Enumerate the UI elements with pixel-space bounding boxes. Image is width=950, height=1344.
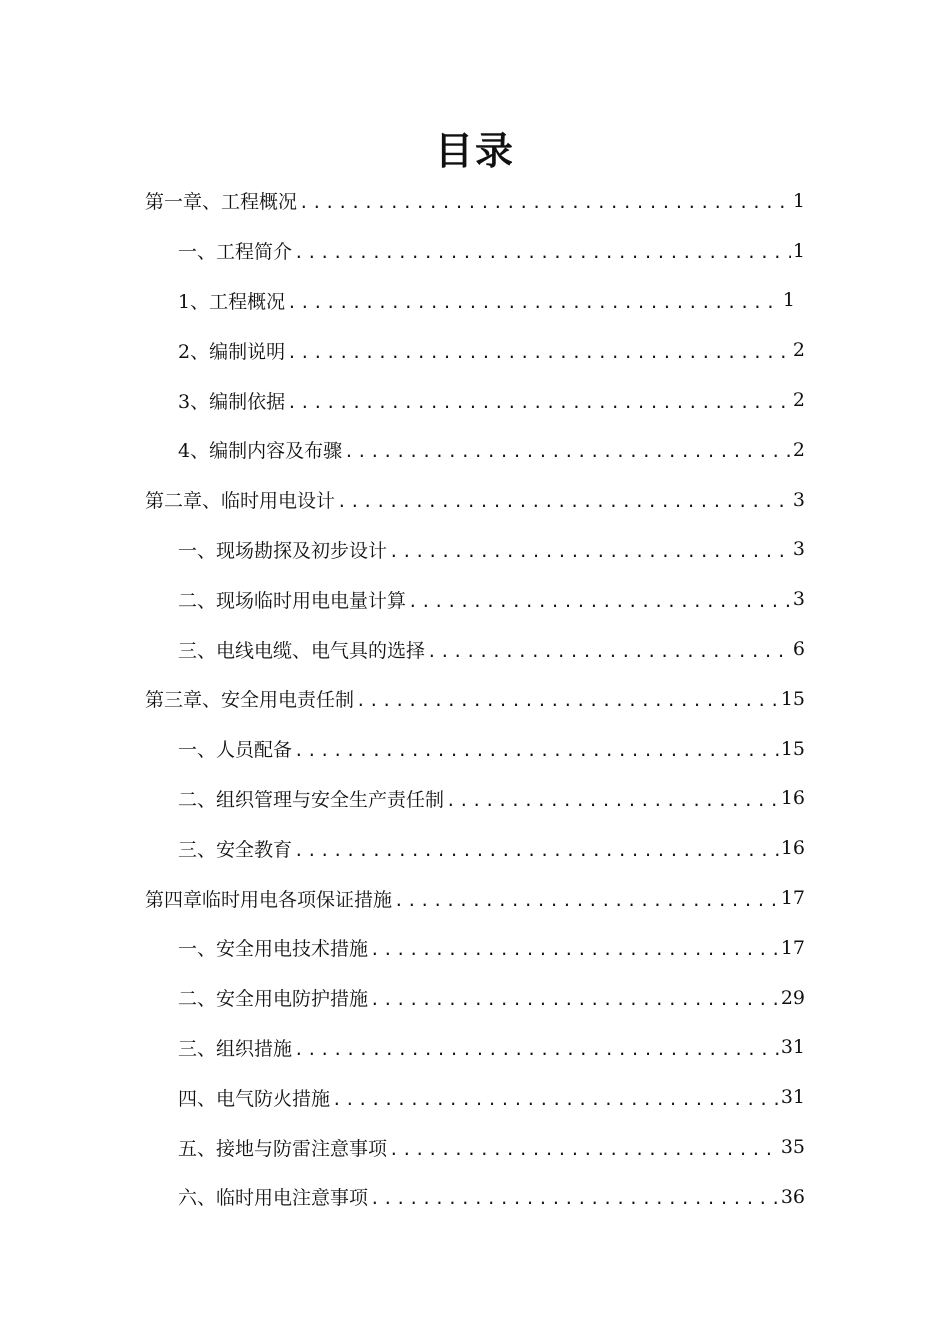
dot-leader (370, 990, 779, 1009)
toc-entry-label: 五、接地与防雷注意事项 (178, 1137, 388, 1160)
toc-entry-label: 3、编制依据 (178, 390, 286, 413)
toc-entry-label: 四、电气防火措施 (178, 1087, 331, 1110)
toc-entry[interactable] (0, 674, 950, 724)
toc-entry-label: 三、安全教育 (178, 838, 293, 861)
toc-entry-label: 二、安全用电防护措施 (178, 988, 369, 1011)
toc-entry[interactable] (0, 375, 950, 425)
toc-entry-label: 第二章、临时用电设计 (145, 490, 336, 513)
toc-entry[interactable] (0, 973, 950, 1023)
toc-entry[interactable] (0, 525, 950, 575)
dot-leader (408, 592, 791, 611)
toc-entry-page: 1 (792, 239, 805, 262)
toc-entry-page: 29 (780, 986, 805, 1009)
toc-entry[interactable] (0, 425, 950, 475)
toc-entry-page: 2 (792, 339, 805, 362)
toc-entry-label: 一、安全用电技术措施 (178, 938, 369, 961)
dot-leader (344, 442, 791, 461)
toc-entry[interactable] (0, 1072, 950, 1122)
toc-entry[interactable] (0, 276, 950, 326)
toc-entry[interactable] (0, 574, 950, 624)
toc-entry[interactable] (0, 823, 950, 873)
toc-entry[interactable] (0, 1023, 950, 1073)
toc-entry-label: 一、人员配备 (178, 739, 293, 762)
toc-entry-page: 1 (792, 189, 805, 212)
dot-leader (389, 1140, 779, 1159)
toc-entry-page: 1 (782, 289, 795, 312)
toc-entry-label: 第一章、工程概况 (145, 191, 298, 214)
toc-entry-label: 4、编制内容及布骤 (178, 440, 343, 463)
toc-entry[interactable] (0, 226, 950, 276)
dot-leader (287, 293, 781, 312)
dot-leader (370, 1189, 779, 1208)
toc-entry-label: 一、现场勘探及初步设计 (178, 539, 388, 562)
toc-entry-page: 2 (792, 389, 805, 412)
toc-entry-page: 36 (780, 1185, 805, 1208)
toc-entry[interactable] (0, 1122, 950, 1172)
toc-entry-page: 2 (792, 438, 805, 461)
toc-entry-page: 3 (792, 588, 805, 611)
dot-leader (389, 542, 791, 561)
toc-entry-page: 16 (780, 837, 805, 860)
toc-entry-label: 1、工程概况 (178, 290, 286, 313)
toc-entry-label: 2、编制说明 (178, 340, 286, 363)
toc-entry-page: 31 (780, 1086, 805, 1109)
dot-leader (337, 492, 791, 511)
toc-entry-page: 15 (780, 737, 805, 760)
toc-entry[interactable] (0, 325, 950, 375)
toc-entry-label: 第四章临时用电各项保证措施 (145, 888, 393, 911)
dot-leader (356, 691, 779, 710)
toc-entry[interactable] (0, 923, 950, 973)
toc-entry-page: 3 (792, 488, 805, 511)
table-of-contents (0, 176, 950, 1222)
toc-entry-page: 17 (780, 887, 805, 910)
dot-leader (394, 891, 779, 910)
toc-entry-label: 一、工程简介 (178, 241, 293, 264)
dot-leader (287, 393, 791, 412)
toc-entry-label: 第三章、安全用电责任制 (145, 689, 355, 712)
toc-entry-page: 31 (780, 1036, 805, 1059)
dot-leader (370, 940, 779, 959)
toc-entry[interactable] (0, 475, 950, 525)
toc-entry-page: 3 (792, 538, 805, 561)
dot-leader (294, 243, 791, 262)
toc-entry-label: 六、临时用电注意事项 (178, 1187, 369, 1210)
dot-leader (332, 1090, 779, 1109)
toc-entry-page: 16 (780, 787, 805, 810)
toc-entry[interactable] (0, 774, 950, 824)
toc-entry-page: 15 (780, 687, 805, 710)
toc-entry-label: 三、电线电缆、电气具的选择 (178, 639, 426, 662)
toc-entry-label: 三、组织措施 (178, 1037, 293, 1060)
dot-leader (294, 841, 779, 860)
dot-leader (427, 642, 791, 661)
dot-leader (294, 741, 779, 760)
dot-leader (294, 1040, 779, 1059)
toc-entry-page: 35 (780, 1136, 805, 1159)
dot-leader (446, 791, 779, 810)
dot-leader (299, 193, 791, 212)
toc-entry[interactable] (0, 624, 950, 674)
toc-entry-label: 二、现场临时用电电量计算 (178, 589, 407, 612)
toc-entry[interactable] (0, 873, 950, 923)
toc-entry[interactable] (0, 176, 950, 226)
page-title: 目录 (434, 129, 515, 173)
toc-entry[interactable] (0, 724, 950, 774)
toc-entry-label: 二、组织管理与安全生产责任制 (178, 788, 445, 811)
dot-leader (287, 343, 791, 362)
toc-entry-page: 6 (792, 638, 805, 661)
toc-entry[interactable] (0, 1172, 950, 1222)
toc-entry-page: 17 (780, 936, 805, 959)
